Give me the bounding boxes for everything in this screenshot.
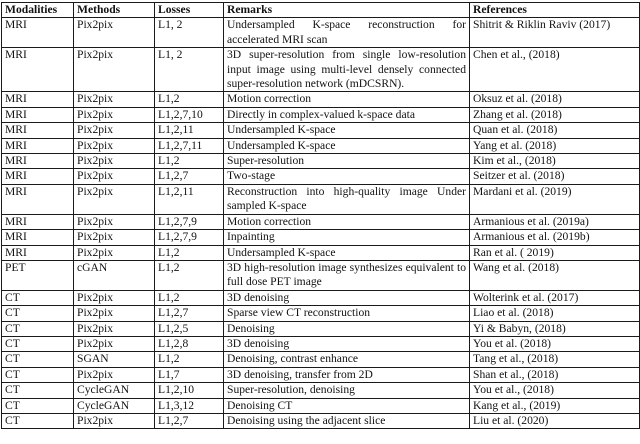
method-cell: Pix2pix [74, 48, 155, 92]
method-cell: Pix2pix [74, 107, 155, 122]
remarks-cell: Denoising using the adjacent slice [224, 413, 470, 428]
modality-cell: MRI [2, 92, 74, 107]
reference-cell: Wolterink et al. (2017) [470, 290, 640, 305]
reference-cell: Oksuz et al. (2018) [470, 92, 640, 107]
table-row [2, 18, 640, 48]
modality-cell: CT [2, 398, 74, 413]
modality-cell: CT [2, 413, 74, 428]
table-row [2, 154, 640, 169]
modality-cell: CT [2, 306, 74, 321]
table-row [2, 352, 640, 367]
losses-cell: L1, 2 [155, 48, 224, 92]
losses-cell: L1,2,10 [155, 383, 224, 398]
table-row [2, 92, 640, 107]
column-header: Losses [155, 3, 224, 18]
column-header: References [470, 3, 640, 18]
remarks-cell: Directly in complex-valued k-space data [224, 107, 470, 122]
modality-cell: MRI [2, 245, 74, 260]
table-row [2, 383, 640, 398]
modality-cell: CT [2, 352, 74, 367]
method-cell: Pix2pix [74, 92, 155, 107]
reference-cell: Yang et al. (2018) [470, 138, 640, 153]
method-cell: Pix2pix [74, 138, 155, 153]
remarks-cell: 3D denoising [224, 336, 470, 351]
losses-cell: L1,2,5 [155, 321, 224, 336]
table-row [2, 107, 640, 122]
method-cell: CycleGAN [74, 398, 155, 413]
method-cell: cGAN [74, 260, 155, 290]
modality-cell: MRI [2, 123, 74, 138]
table-row [2, 123, 640, 138]
table-header-row [2, 3, 640, 18]
losses-cell: L1,2,11 [155, 123, 224, 138]
modality-cell: MRI [2, 48, 74, 92]
table-row [2, 184, 640, 214]
table-row [2, 230, 640, 245]
table-row [2, 367, 640, 382]
remarks-cell: 3D denoising [224, 290, 470, 305]
losses-cell: L1,3,12 [155, 398, 224, 413]
reference-cell: Wang et al. (2018) [470, 260, 640, 290]
method-cell: Pix2pix [74, 306, 155, 321]
table-row [2, 290, 640, 305]
losses-cell: L1,2,7 [155, 306, 224, 321]
method-cell: Pix2pix [74, 230, 155, 245]
method-cell: Pix2pix [74, 413, 155, 428]
reference-cell: Kim et al., (2018) [470, 154, 640, 169]
reference-cell: Mardani et al. (2019) [470, 184, 640, 214]
remarks-cell: Two-stage [224, 169, 470, 184]
modality-cell: CT [2, 336, 74, 351]
remarks-cell: 3D denoising, transfer from 2D [224, 367, 470, 382]
modality-cell: MRI [2, 18, 74, 48]
remarks-cell: Denoising CT [224, 398, 470, 413]
remarks-cell: Sparse view CT reconstruction [224, 306, 470, 321]
table-row [2, 306, 640, 321]
method-cell: Pix2pix [74, 367, 155, 382]
losses-cell: L1,2,7 [155, 169, 224, 184]
losses-cell: L1,2,7,9 [155, 214, 224, 229]
reference-cell: Chen et al., (2018) [470, 48, 640, 92]
reference-cell: Seitzer et al. (2018) [470, 169, 640, 184]
method-cell: Pix2pix [74, 245, 155, 260]
table-row [2, 48, 640, 92]
modality-cell: MRI [2, 138, 74, 153]
reference-cell: Quan et al. (2018) [470, 123, 640, 138]
losses-cell: L1,2,7,11 [155, 138, 224, 153]
reference-cell: Armanious et al. (2019a) [470, 214, 640, 229]
method-cell: Pix2pix [74, 169, 155, 184]
losses-cell: L1,2 [155, 260, 224, 290]
reference-cell: Kang et al., (2019) [470, 398, 640, 413]
losses-cell: L1,2,11 [155, 184, 224, 214]
table-row [2, 321, 640, 336]
table-row [2, 138, 640, 153]
losses-cell: L1,2 [155, 154, 224, 169]
remarks-cell: Super-resolution [224, 154, 470, 169]
method-cell: CycleGAN [74, 383, 155, 398]
losses-cell: L1,2,8 [155, 336, 224, 351]
modality-cell: CT [2, 321, 74, 336]
table-row [2, 245, 640, 260]
modality-cell: MRI [2, 184, 74, 214]
modality-cell: MRI [2, 169, 74, 184]
remarks-cell: Motion correction [224, 214, 470, 229]
remarks-cell: 3D super-resolution from single low-resolution input image using multi-level densely connected super-resolution network (mDCSRN). [224, 48, 470, 92]
losses-cell: L1,2 [155, 245, 224, 260]
method-cell: Pix2pix [74, 184, 155, 214]
method-cell: Pix2pix [74, 123, 155, 138]
losses-cell: L1,2 [155, 352, 224, 367]
method-cell: Pix2pix [74, 321, 155, 336]
table-body [2, 18, 640, 429]
reference-cell: Armanious et al. (2019b) [470, 230, 640, 245]
remarks-cell: Undersampled K-space [224, 123, 470, 138]
reference-cell: You et al., (2018) [470, 383, 640, 398]
remarks-cell: Undersampled K-space [224, 245, 470, 260]
remarks-cell: Undersampled K-space reconstruction for accelerated MRI scan [224, 18, 470, 48]
column-header: Modalities [2, 3, 74, 18]
table-row [2, 260, 640, 290]
reference-cell: Zhang et al. (2018) [470, 107, 640, 122]
reference-cell: Tang et al., (2018) [470, 352, 640, 367]
losses-cell: L1,2 [155, 290, 224, 305]
remarks-cell: Inpainting [224, 230, 470, 245]
table-row [2, 413, 640, 428]
remarks-cell: Super-resolution, denoising [224, 383, 470, 398]
table-row [2, 214, 640, 229]
modality-cell: MRI [2, 154, 74, 169]
remarks-cell: Motion correction [224, 92, 470, 107]
method-cell: Pix2pix [74, 336, 155, 351]
modality-cell: CT [2, 367, 74, 382]
method-cell: Pix2pix [74, 214, 155, 229]
table-row [2, 398, 640, 413]
losses-cell: L1, 2 [155, 18, 224, 48]
column-header: Methods [74, 3, 155, 18]
remarks-cell: Undersampled K-space [224, 138, 470, 153]
reference-cell: Shitrit & Riklin Raviv (2017) [470, 18, 640, 48]
modality-cell: MRI [2, 230, 74, 245]
remarks-cell: Reconstruction into high-quality image Under sampled K-space [224, 184, 470, 214]
losses-cell: L1,2,7,9 [155, 230, 224, 245]
reference-cell: Yi & Babyn, (2018) [470, 321, 640, 336]
reference-cell: Shan et al., (2018) [470, 367, 640, 382]
remarks-cell: Denoising [224, 321, 470, 336]
method-cell: Pix2pix [74, 154, 155, 169]
column-header: Remarks [224, 3, 470, 18]
losses-cell: L1,2,7,10 [155, 107, 224, 122]
method-cell: Pix2pix [74, 290, 155, 305]
method-cell: Pix2pix [74, 18, 155, 48]
remarks-cell: 3D high-resolution image synthesizes equivalent to full dose PET image [224, 260, 470, 290]
gan-losses-table [1, 2, 640, 429]
reference-cell: You et al. (2018) [470, 336, 640, 351]
modality-cell: PET [2, 260, 74, 290]
modality-cell: MRI [2, 107, 74, 122]
reference-cell: Liao et al. (2018) [470, 306, 640, 321]
remarks-cell: Denoising, contrast enhance [224, 352, 470, 367]
losses-cell: L1,7 [155, 367, 224, 382]
reference-cell: Ran et al. ( 2019) [470, 245, 640, 260]
modality-cell: MRI [2, 214, 74, 229]
losses-cell: L1,2,7 [155, 413, 224, 428]
losses-cell: L1,2 [155, 92, 224, 107]
reference-cell: Liu et al. (2020) [470, 413, 640, 428]
table-row [2, 169, 640, 184]
table-row [2, 336, 640, 351]
modality-cell: CT [2, 290, 74, 305]
method-cell: SGAN [74, 352, 155, 367]
modality-cell: CT [2, 383, 74, 398]
